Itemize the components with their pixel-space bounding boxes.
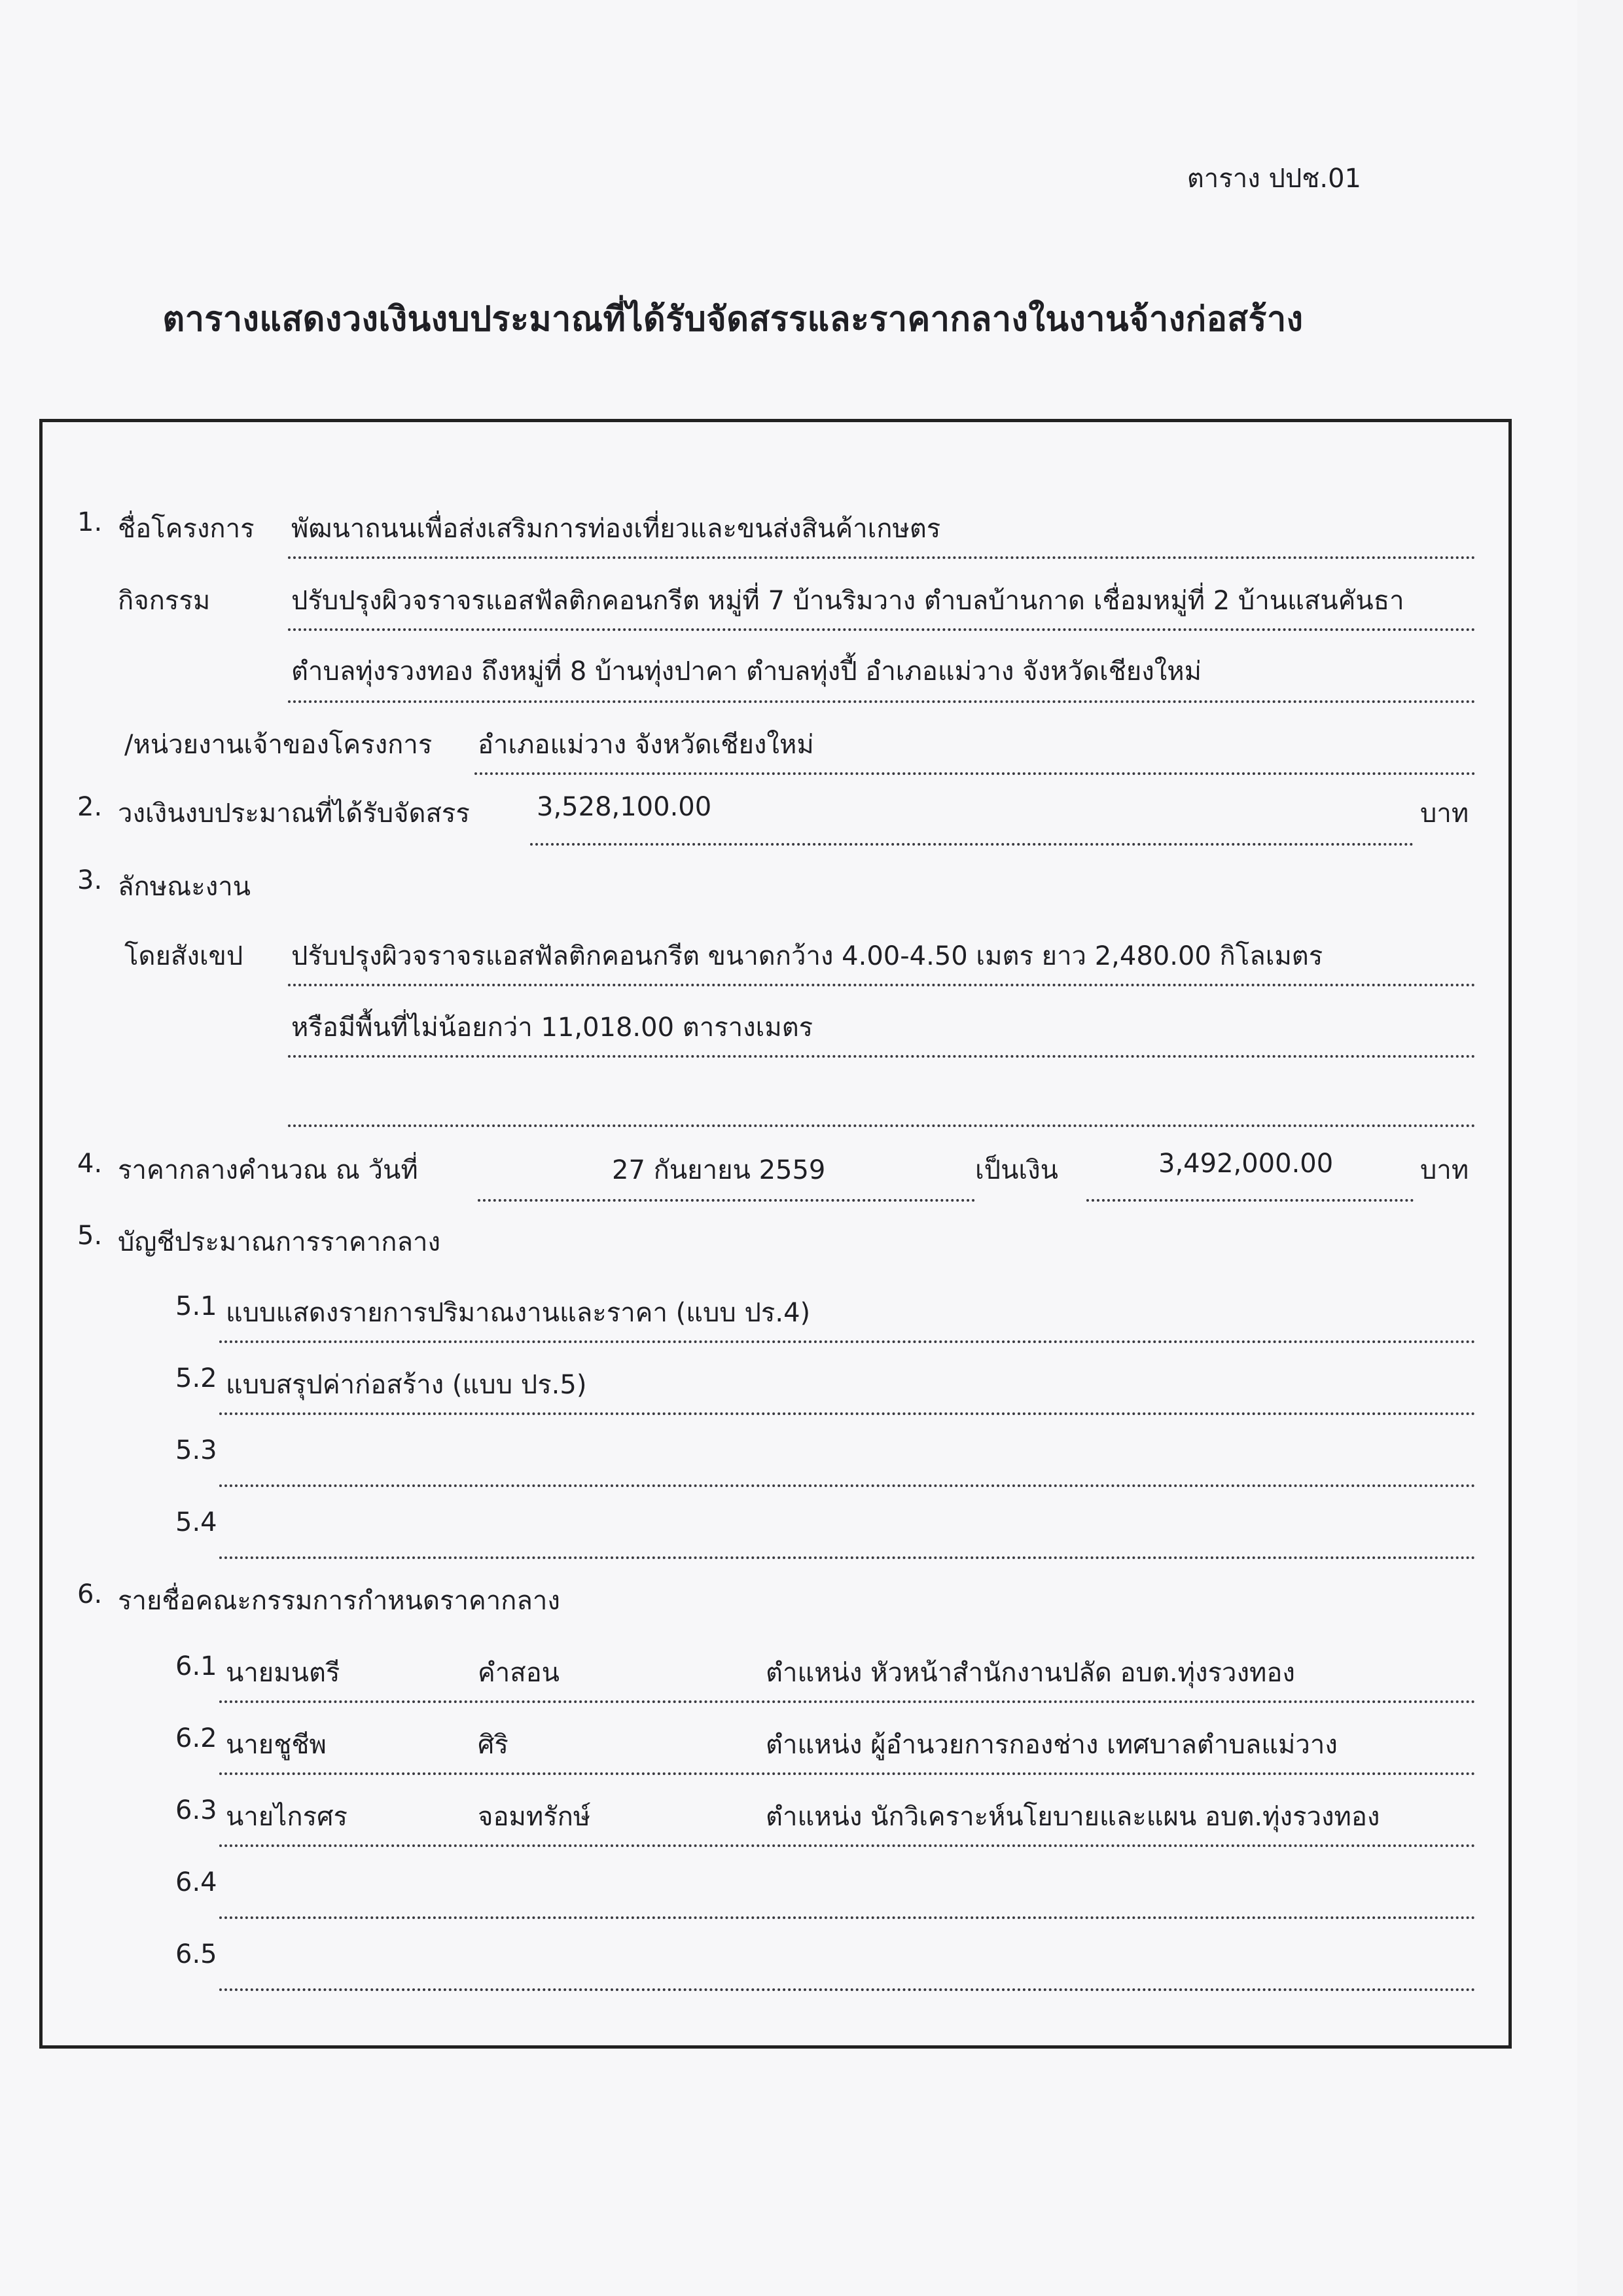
member-first-name: นายมนตรี xyxy=(226,1658,340,1688)
estimate-list-label: บัญชีประมาณการราคากลาง xyxy=(118,1227,440,1257)
summary-line-1-rule xyxy=(288,984,1476,986)
member-line xyxy=(219,1700,1476,1703)
member-position: ตำแหน่ง นักวิเคราะห์นโยบายและแผน อบต.ทุ่งรวงทอง xyxy=(766,1802,1380,1832)
member-last-name: ศิริ xyxy=(478,1730,508,1760)
section5-number: 5. xyxy=(77,1221,103,1251)
estimate-item-text: แบบแสดงรายการปริมาณงานและราคา (แบบ ปร.4) xyxy=(226,1298,811,1328)
section4-number: 4. xyxy=(77,1149,103,1179)
estimate-item-line xyxy=(219,1412,1476,1415)
section3-number: 3. xyxy=(77,865,103,895)
member-number: 6.1 xyxy=(175,1651,217,1681)
median-price-unit: บาท xyxy=(1420,1155,1469,1185)
median-price-amount: 3,492,000.00 xyxy=(1158,1149,1334,1179)
owner-value: อำเภอแม่วาง จังหวัดเชียงใหม่ xyxy=(478,730,814,760)
member-line xyxy=(219,1844,1476,1847)
project-name-line xyxy=(288,556,1476,559)
project-name-label: ชื่อโครงการ xyxy=(118,514,255,544)
section1-number: 1. xyxy=(77,507,103,537)
estimate-item-number: 5.4 xyxy=(175,1507,217,1537)
owner-label: /หน่วยงานเจ้าของโครงการ xyxy=(124,730,433,760)
member-first-name: นายชูชีพ xyxy=(226,1730,327,1760)
document-title: ตารางแสดงวงเงินงบประมาณที่ได้รับจัดสรรและราคากลางในงานจ้างก่อสร้าง xyxy=(162,300,1304,339)
member-line xyxy=(219,1772,1476,1775)
summary-line-3-rule xyxy=(288,1124,1476,1127)
estimate-item-line xyxy=(219,1556,1476,1559)
member-line xyxy=(219,1916,1476,1919)
member-position: ตำแหน่ง หัวหน้าสำนักงานปลัด อบต.ทุ่งรวงทอง xyxy=(766,1658,1295,1688)
member-last-name: จอมทรักษ์ xyxy=(478,1802,591,1832)
section6-number: 6. xyxy=(77,1579,103,1609)
estimate-item-number: 5.1 xyxy=(175,1291,217,1321)
budget-unit: บาท xyxy=(1420,798,1469,829)
member-last-name: คำสอน xyxy=(478,1658,560,1688)
member-number: 6.5 xyxy=(175,1939,217,1969)
estimate-item-number: 5.2 xyxy=(175,1363,217,1393)
budget-value: 3,528,100.00 xyxy=(537,792,712,822)
budget-label: วงเงินงบประมาณที่ได้รับจัดสรร xyxy=(118,798,470,829)
form-code: ตาราง ปปช.01 xyxy=(1186,164,1361,194)
summary-label: โดยสังเขป xyxy=(124,941,243,971)
estimate-item-number: 5.3 xyxy=(175,1435,217,1465)
member-first-name: นายไกรศร xyxy=(226,1802,348,1832)
median-price-amount-line xyxy=(1086,1199,1414,1202)
activity-line-1: ปรับปรุงผิวจราจรแอสฟัลติกคอนกรีต หมู่ที่ 7 บ้านริมวาง ตำบลบ้านกาด เชื่อมหมู่ที่ 2 บ้านแสนคันธา xyxy=(291,586,1404,616)
project-name-value: พัฒนาถนนเพื่อส่งเสริมการท่องเที่ยวและขนส่งสินค้าเกษตร xyxy=(291,514,941,544)
median-price-date-line xyxy=(478,1199,975,1202)
member-number: 6.3 xyxy=(175,1795,217,1825)
member-line xyxy=(219,1988,1476,1991)
section2-number: 2. xyxy=(77,792,103,822)
median-price-label: ราคากลางคำนวณ ณ วันที่ xyxy=(118,1155,418,1185)
activity-line-1-rule xyxy=(288,628,1476,631)
committee-label: รายชื่อคณะกรรมการกำหนดราคากลาง xyxy=(118,1586,560,1616)
owner-line xyxy=(474,772,1476,775)
median-price-date: 27 กันยายน 2559 xyxy=(612,1155,826,1185)
summary-line-1: ปรับปรุงผิวจราจรแอสฟัลติกคอนกรีต ขนาดกว้าง 4.00-4.50 เมตร ยาว 2,480.00 กิโลเมตร xyxy=(291,941,1323,971)
estimate-item-line xyxy=(219,1340,1476,1343)
work-type-label: ลักษณะงาน xyxy=(118,872,251,902)
activity-label: กิจกรรม xyxy=(118,586,211,616)
member-position: ตำแหน่ง ผู้อำนวยการกองช่าง เทศบาลตำบลแม่วาง xyxy=(766,1730,1338,1760)
summary-line-2: หรือมีพื้นที่ไม่น้อยกว่า 11,018.00 ตารางเมตร xyxy=(291,1013,813,1043)
member-number: 6.2 xyxy=(175,1723,217,1753)
estimate-item-text: แบบสรุปค่าก่อสร้าง (แบบ ปร.5) xyxy=(226,1370,587,1400)
summary-line-2-rule xyxy=(288,1055,1476,1058)
activity-line-2: ตำบลทุ่งรวงทอง ถึงหมู่ที่ 8 บ้านทุ่งปาคา ตำบลทุ่งปี้ อำเภอแม่วาง จังหวัดเชียงใหม่ xyxy=(291,656,1202,687)
estimate-item-line xyxy=(219,1484,1476,1487)
activity-line-2-rule xyxy=(288,700,1476,703)
median-price-amount-label: เป็นเงิน xyxy=(975,1155,1058,1185)
budget-line xyxy=(530,843,1414,846)
member-number: 6.4 xyxy=(175,1867,217,1897)
